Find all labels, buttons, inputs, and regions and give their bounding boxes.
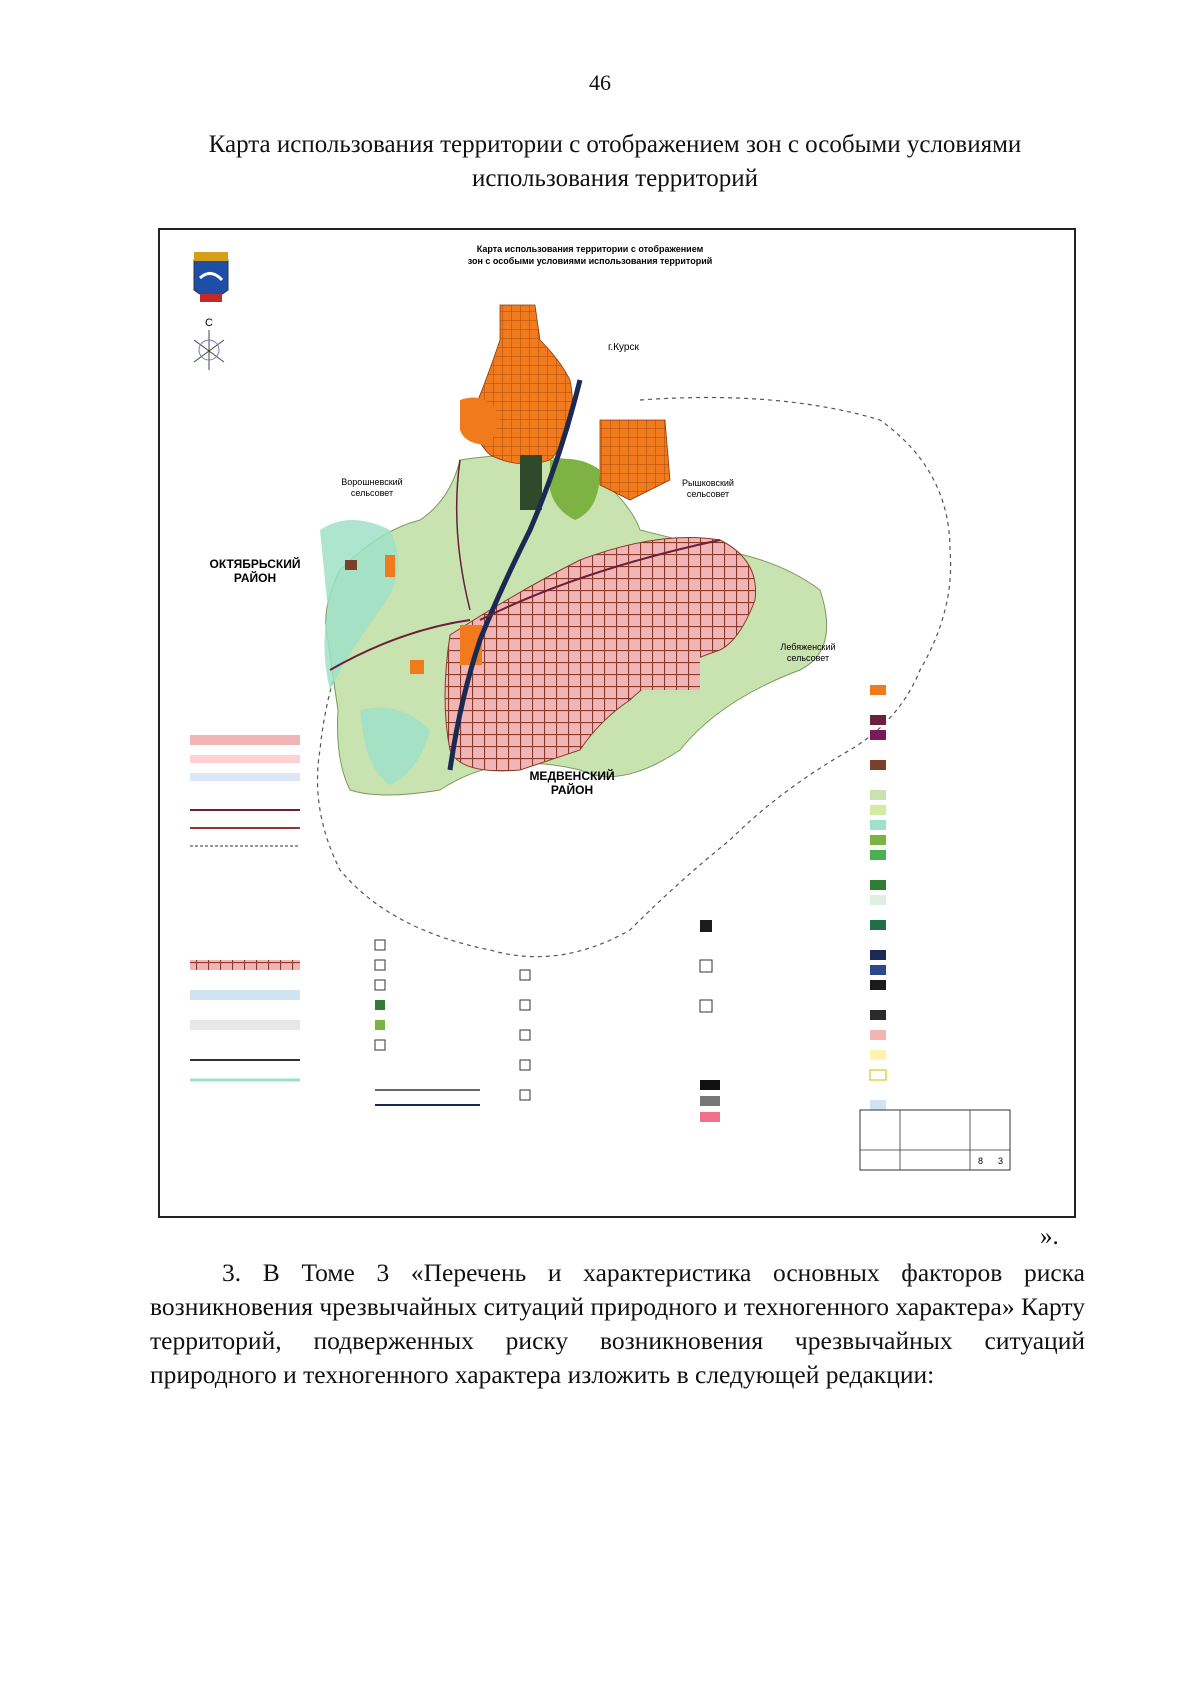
label-kursk: г.Курск (608, 342, 639, 353)
brown-patch-1 (345, 560, 357, 570)
map-title-line1: Карта использования территории с отображением (476, 244, 704, 254)
brown-patch-2 (385, 555, 395, 577)
legend-right (870, 685, 886, 1110)
urban-zone-east (600, 420, 670, 500)
legend-middle (375, 920, 720, 1122)
amendment-paragraph: 3. В Томе 3 «Перечень и характеристика основных факторов риска возникновения чрезвычайных ситуаций природного и техногенного характера» Карту территорий, подверженных риску возникновения чрезвычайных ситуаций природного и техногенного характера изложить в следующей редакции: (150, 1258, 1085, 1389)
label-lebyazhensky-1: Лебяженский (780, 642, 836, 652)
document-title: Карта использования территории с отображением зон с особыми условиями использования территорий (208, 131, 1022, 192)
label-medvensky-2: РАЙОН (550, 783, 594, 797)
map-title-line2: зон с особыми условиями использования территорий (467, 256, 713, 266)
closing-quote: ». (1040, 1223, 1059, 1250)
coat-of-arms-icon (194, 252, 228, 302)
map-drawing (160, 230, 1076, 1218)
page-number: 46 (589, 70, 611, 95)
label-medvensky-1: МЕДВЕНСКИЙ (529, 769, 615, 783)
map-figure (158, 228, 1076, 1218)
label-oktyabrsky-2: РАЙОН (233, 571, 277, 585)
label-ryshkovsky-1: Рышковский (682, 478, 734, 488)
grid-zone-east (620, 630, 700, 690)
stamp-sheet: 8 (978, 1156, 984, 1166)
label-voroshnevsky-2: сельсовет (350, 488, 394, 498)
brown-patch-4 (410, 660, 424, 674)
label-lebyazhensky-2: сельсовет (786, 653, 830, 663)
dark-green-zone (520, 455, 542, 510)
label-ryshkovsky-2: сельсовет (686, 489, 730, 499)
drawing-stamp (860, 1110, 1010, 1170)
label-oktyabrsky-1: ОКТЯБРЬСКИЙ (209, 557, 301, 571)
compass-north-letter: С (205, 317, 213, 329)
label-voroshnevsky-1: Ворошневский (341, 477, 403, 487)
stamp-sheets: 3 (998, 1156, 1004, 1166)
legend-left (190, 735, 300, 1080)
north-arrow-icon (194, 317, 224, 370)
